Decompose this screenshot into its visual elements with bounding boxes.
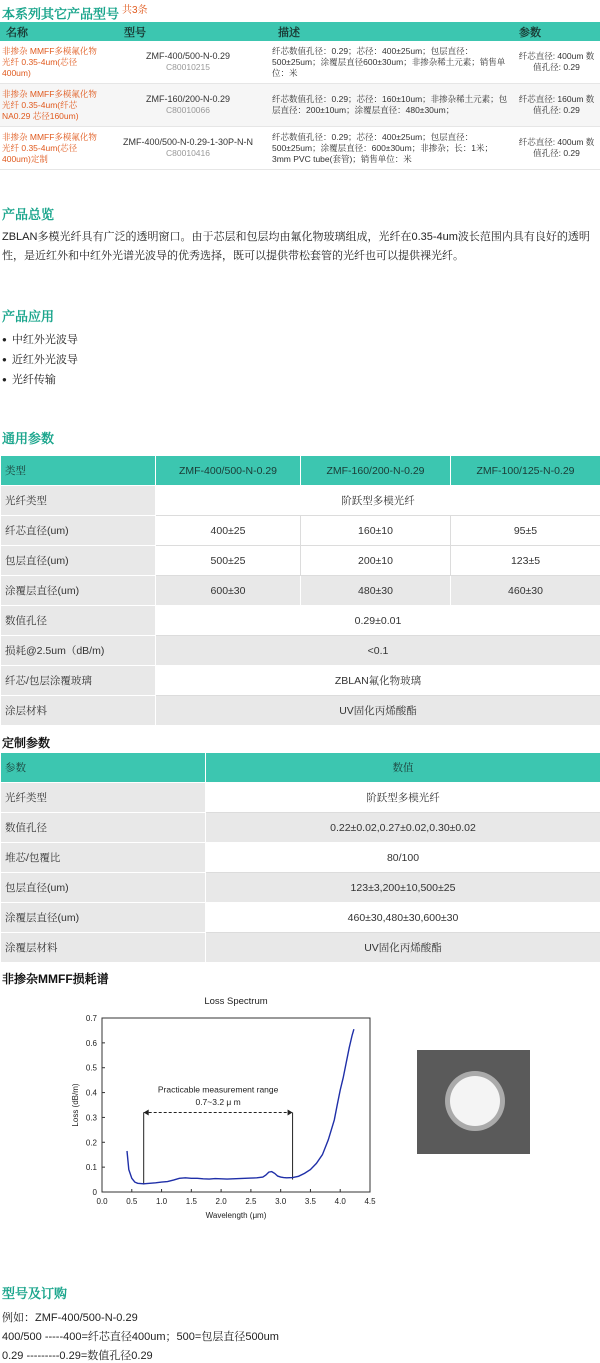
cell: 400±25 bbox=[156, 516, 301, 546]
cell: ZBLAN氟化物玻璃 bbox=[156, 666, 600, 696]
general-params-title: 通用参数 bbox=[2, 428, 54, 447]
cell: 涂覆层直径(um) bbox=[1, 903, 206, 933]
cell: 纤芯/包层涂覆玻璃 bbox=[1, 666, 156, 696]
custom-params-title: 定制参数 bbox=[2, 734, 50, 751]
product-code: C80010416 bbox=[108, 148, 268, 159]
model-text: ZMF-400/500-N-0.29-1-30P-N-N bbox=[123, 137, 253, 147]
cell: 123±3,200±10,500±25 bbox=[206, 873, 600, 903]
y-tick-label: 0.7 bbox=[86, 1014, 98, 1023]
product-name-link[interactable]: 非掺杂 MMFF多模氟化物光纤 0.35-4um(纤芯NA0.29 芯径160um) bbox=[0, 84, 106, 127]
list-item: ● 光纤传输 bbox=[2, 371, 56, 387]
cell: 类型 bbox=[1, 456, 156, 486]
y-tick-label: 0.6 bbox=[86, 1039, 98, 1048]
cell: 涂覆层直径(um) bbox=[1, 576, 156, 606]
product-model bbox=[106, 41, 270, 84]
annotation-label: Practicable measurement range bbox=[158, 1085, 279, 1095]
product-desc: 纤芯数值孔径：0.29；芯径：400±25um；包层直径：500±25um；涂覆层直径600±30um；非掺杂稀土元素；销售单位：米 bbox=[270, 41, 513, 84]
cell: 堆芯/包覆比 bbox=[1, 843, 206, 873]
ordering-title: 型号及订购 bbox=[2, 1283, 67, 1302]
y-tick-label: 0.1 bbox=[86, 1163, 98, 1172]
product-desc: 纤芯数值孔径：0.29；芯径：400±25um；包层直径：500±25um；涂覆层直径：600±30um；非掺杂；长：1米；3mm PVC tube(套管)；销售单位：米 bbox=[270, 127, 513, 170]
overview-title: 产品总览 bbox=[2, 204, 54, 223]
table-row bbox=[1, 933, 600, 963]
cell: UV固化丙烯酸酯 bbox=[156, 696, 600, 726]
table-row bbox=[1, 576, 600, 606]
y-axis-label: Loss (dB/m) bbox=[71, 1083, 80, 1126]
fiber-end-face-photo bbox=[417, 1050, 530, 1154]
table-row bbox=[1, 813, 600, 843]
series-count: 共3条 bbox=[122, 5, 148, 16]
fiber-core bbox=[450, 1076, 500, 1126]
product-desc: 纤芯数值孔径：0.29；芯径：160±10um；非掺杂稀土元素；包层直径：200±10um；涂覆层直径：480±30um； bbox=[270, 84, 513, 127]
cell: 200±10 bbox=[301, 546, 451, 576]
x-tick-label: 2.0 bbox=[216, 1197, 228, 1206]
product-code: C80010066 bbox=[108, 105, 268, 116]
cell: 损耗@2.5um（dB/m) bbox=[1, 636, 156, 666]
table-row bbox=[1, 843, 600, 873]
ordering-line: 400/500 -----400=纤芯直径400um；500=包层直径500um bbox=[2, 1328, 279, 1344]
product-model bbox=[106, 84, 270, 127]
cell: <0.1 bbox=[156, 636, 600, 666]
table-row[interactable] bbox=[0, 127, 600, 170]
cell: 460±30 bbox=[451, 576, 600, 606]
ordering-line: 例如：ZMF-400/500-N-0.29 bbox=[2, 1309, 138, 1325]
x-tick-label: 0.5 bbox=[126, 1197, 138, 1206]
cell: 123±5 bbox=[451, 546, 600, 576]
application-title: 产品应用 bbox=[2, 306, 54, 325]
table-row bbox=[1, 873, 600, 903]
x-tick-label: 4.5 bbox=[364, 1197, 376, 1206]
cell: ZMF-100/125-N-0.29 bbox=[451, 456, 600, 486]
cell: 阶跃型多模光纤 bbox=[206, 783, 600, 813]
ordering-line: 0.29 ---------0.29=数值孔径0.29 bbox=[2, 1347, 153, 1363]
table-row bbox=[1, 636, 600, 666]
table-row bbox=[1, 903, 600, 933]
x-tick-label: 0.0 bbox=[96, 1197, 108, 1206]
cell: 500±25 bbox=[156, 546, 301, 576]
y-tick-label: 0.5 bbox=[86, 1064, 98, 1073]
table-row[interactable] bbox=[0, 84, 600, 127]
y-tick-label: 0.3 bbox=[86, 1113, 98, 1122]
cell: UV固化丙烯酸酯 bbox=[206, 933, 600, 963]
cell: 包层直径(um) bbox=[1, 873, 206, 903]
cell: 600±30 bbox=[156, 576, 301, 606]
table-row bbox=[1, 606, 600, 636]
cell: 80/100 bbox=[206, 843, 600, 873]
y-tick-label: 0.2 bbox=[86, 1138, 98, 1147]
loss-spectrum-title: 非掺杂MMFF损耗谱 bbox=[2, 970, 109, 987]
product-name-link[interactable]: 非掺杂 MMFF多模氟化物光纤 0.35-4um(芯径400um)定制 bbox=[0, 127, 106, 170]
product-param: 纤芯直径: 400um 数值孔径: 0.29 bbox=[513, 127, 600, 170]
x-tick-label: 3.0 bbox=[275, 1197, 287, 1206]
cell: 涂覆层材料 bbox=[1, 933, 206, 963]
x-tick-label: 2.5 bbox=[245, 1197, 257, 1206]
model-text: ZMF-160/200-N-0.29 bbox=[146, 94, 230, 104]
table-row bbox=[1, 696, 600, 726]
list-item: ● 近红外光波导 bbox=[2, 351, 78, 367]
table-row bbox=[1, 546, 600, 576]
product-param: 纤芯直径: 160um 数值孔径: 0.29 bbox=[513, 84, 600, 127]
product-code: C80010215 bbox=[108, 62, 268, 73]
series-table bbox=[0, 22, 600, 170]
cell: 160±10 bbox=[301, 516, 451, 546]
cell: ZMF-400/500-N-0.29 bbox=[156, 456, 301, 486]
product-name-link[interactable]: 非掺杂 MMFF多模氟化物光纤 0.35-4um(芯径400um) bbox=[0, 41, 106, 84]
header-desc: 描述 bbox=[270, 22, 513, 41]
custom-params-table bbox=[0, 752, 600, 963]
cell: 光纤类型 bbox=[1, 486, 156, 516]
cell: 数值孔径 bbox=[1, 813, 206, 843]
cell: 阶跃型多模光纤 bbox=[156, 486, 600, 516]
y-tick-label: 0.4 bbox=[86, 1089, 98, 1098]
x-tick-label: 1.0 bbox=[156, 1197, 168, 1206]
general-params-table bbox=[0, 455, 600, 726]
annotation-range: 0.7~3.2 μ m bbox=[195, 1097, 240, 1107]
table-row[interactable] bbox=[0, 41, 600, 84]
cell: 数值孔径 bbox=[1, 606, 156, 636]
cell: 480±30 bbox=[301, 576, 451, 606]
cell: 数值 bbox=[206, 753, 600, 783]
series-title bbox=[2, 1, 148, 22]
cell: 涂层材料 bbox=[1, 696, 156, 726]
header-model: 型号 bbox=[106, 22, 270, 41]
loss-spectrum-chart bbox=[70, 992, 390, 1222]
product-model bbox=[106, 127, 270, 170]
table-row bbox=[1, 666, 600, 696]
cell: 光纤类型 bbox=[1, 783, 206, 813]
model-text: ZMF-400/500-N-0.29 bbox=[146, 51, 230, 61]
table-row bbox=[1, 486, 600, 516]
table-row bbox=[1, 456, 600, 486]
table-row bbox=[1, 783, 600, 813]
x-tick-label: 3.5 bbox=[305, 1197, 317, 1206]
cell: 纤芯直径(um) bbox=[1, 516, 156, 546]
cell: 参数 bbox=[1, 753, 206, 783]
cell: 95±5 bbox=[451, 516, 600, 546]
x-tick-label: 4.0 bbox=[335, 1197, 347, 1206]
series-title-text: 本系列其它产品型号 bbox=[2, 6, 119, 21]
x-tick-label: 1.5 bbox=[186, 1197, 198, 1206]
cell: 460±30,480±30,600±30 bbox=[206, 903, 600, 933]
list-item: ● 中红外光波导 bbox=[2, 331, 78, 347]
x-axis-label: Wavelength (μm) bbox=[206, 1211, 267, 1220]
y-tick-label: 0 bbox=[93, 1188, 98, 1197]
chart-title: Loss Spectrum bbox=[204, 996, 267, 1007]
header-param: 参数 bbox=[513, 22, 600, 41]
table-row bbox=[1, 753, 600, 783]
cell: ZMF-160/200-N-0.29 bbox=[301, 456, 451, 486]
cell: 0.29±0.01 bbox=[156, 606, 600, 636]
overview-text: ZBLAN多模光纤具有广泛的透明窗口。由于芯层和包层均由氟化物玻璃组成，光纤在0.35-4um波长范围内具有良好的透明性，是近红外和中红外光谱光波导的优秀选择，既可以提供带松套管的光纤也可以提供裸光纤。 bbox=[2, 228, 598, 266]
table-row bbox=[1, 516, 600, 546]
series-table-header bbox=[0, 22, 600, 41]
cell: 包层直径(um) bbox=[1, 546, 156, 576]
cell: 0.22±0.02,0.27±0.02,0.30±0.02 bbox=[206, 813, 600, 843]
header-name: 名称 bbox=[0, 22, 106, 41]
product-param: 纤芯直径: 400um 数值孔径: 0.29 bbox=[513, 41, 600, 84]
